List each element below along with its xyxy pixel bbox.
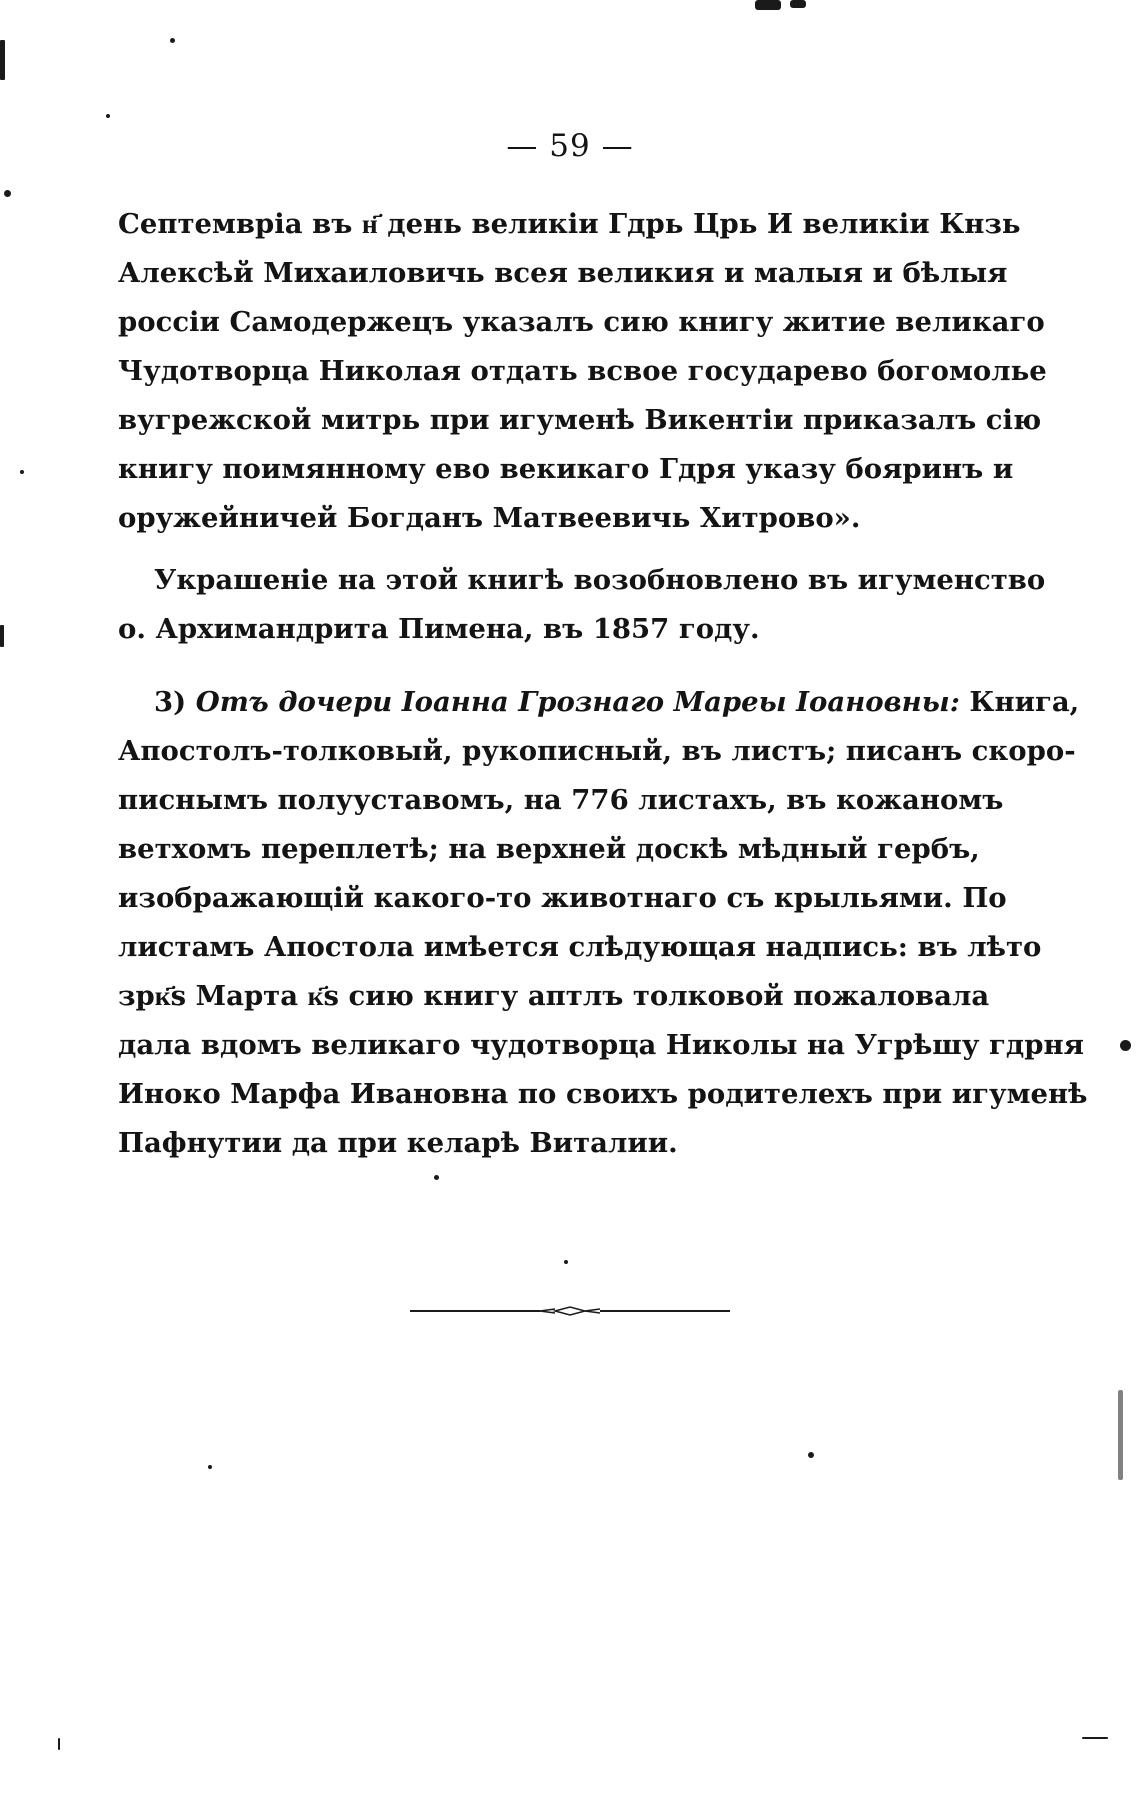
text-line: ветхомъ переплетѣ; на верхней доскѣ мѣдный гербъ,: [118, 833, 980, 865]
item-heading-line: [118, 678, 1080, 727]
scan-speck: [208, 1465, 212, 1469]
item-number: 3): [154, 686, 187, 718]
text-line: оружейничей Богданъ Матвеевичь Хитрово».: [118, 502, 861, 534]
item-heading-rest: Книга,: [969, 686, 1080, 718]
paragraph-restoration-note: [118, 556, 1046, 654]
text-line: Украшеніе на этой книгѣ возобновлено въ игуменство: [154, 564, 1046, 596]
paragraph-charter-quote: [118, 200, 1047, 543]
text-line: россіи Самодержецъ указалъ сию книгу житие великаго: [118, 306, 1045, 338]
text-line: Алексѣй Михаиловичь всея великия и малыя и бѣлыя: [118, 257, 1008, 289]
scan-speck: [564, 1260, 568, 1264]
text-line: вугрежской митрь при игуменѣ Викентіи приказалъ сію: [118, 404, 1042, 436]
scan-speck: [4, 190, 11, 197]
text-line: изображающій какого-то животнаго съ крыльями. По: [118, 882, 1007, 914]
scan-speck: [755, 0, 781, 10]
scan-speck: [1082, 1737, 1108, 1739]
item-italic-heading: Отъ дочери Іоанна Грознаго Мареы Іоановны:: [195, 686, 960, 718]
scan-speck: [1120, 1040, 1131, 1051]
scan-speck: [20, 470, 24, 474]
paragraph-item-3: [118, 678, 1088, 1168]
text-line: Септемвріа въ н҃ день великіи Гдрь Црь И великіи Кнзь: [118, 208, 1021, 240]
text-line: Чудотворца Николая отдать всвое государево богомолье: [118, 355, 1047, 387]
text-line: Апостолъ-толковый, рукописный, въ листъ; писанъ скоро-: [118, 735, 1076, 767]
scan-speck: [790, 0, 806, 8]
scan-speck: [1118, 1390, 1123, 1480]
page-number: — 59 —: [506, 128, 634, 164]
scan-speck: [58, 1738, 60, 1750]
text-line: дала вдомъ великаго чудотворца Николы на Угрѣшу гдрня: [118, 1029, 1084, 1061]
text-line: книгу поимянному ево векикаго Гдря указу бояринъ и: [118, 453, 1014, 485]
text-line: Иноко Марфа Ивановна по своихъ родителехъ при игуменѣ: [118, 1078, 1088, 1110]
scan-speck: [170, 38, 175, 43]
scan-speck: [0, 625, 4, 647]
text-line: о. Архимандрита Пимена, въ 1857 году.: [118, 613, 760, 645]
text-line: писнымъ полууставомъ, на 776 листахъ, въ кожаномъ: [118, 784, 1004, 816]
scan-speck: [106, 114, 110, 118]
scan-speck: [808, 1452, 814, 1458]
text-line: листамъ Апостола имѣется слѣдующая надпись: въ лѣто: [118, 931, 1042, 963]
scan-speck: [0, 40, 5, 80]
text-line: Пафнутии да при келарѣ Виталии.: [118, 1127, 678, 1159]
scan-speck: [434, 1175, 439, 1180]
text-line: зрк҃ѕ Марта к҃ѕ сию книгу аптлъ толковой пожаловала: [118, 980, 990, 1012]
ornamental-divider: [410, 1302, 730, 1320]
